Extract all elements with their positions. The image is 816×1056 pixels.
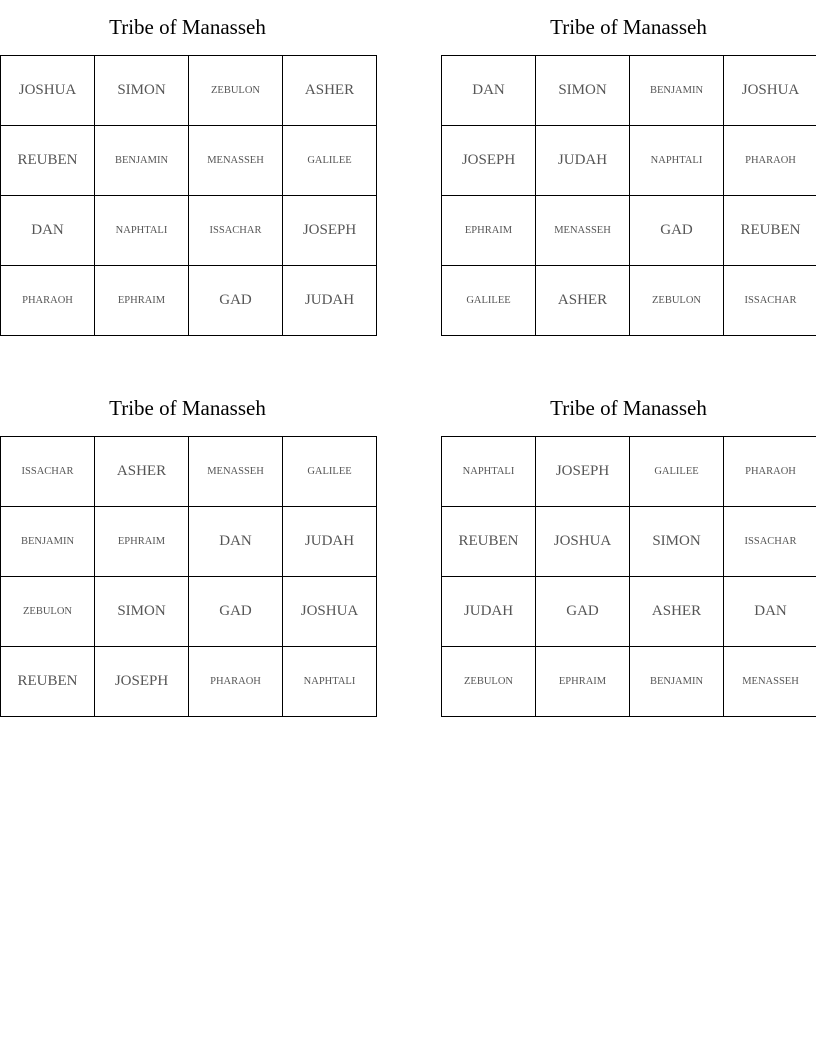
grid-row	[1, 437, 377, 507]
grid-cell: SIMON	[630, 507, 724, 577]
grid-cell: ZEBULON	[630, 266, 724, 336]
grid-cell: REUBEN	[442, 507, 536, 577]
grid-cell: JOSHUA	[724, 56, 816, 126]
grid-cell: GALILEE	[283, 437, 377, 507]
grid-cell: BENJAMIN	[95, 126, 189, 196]
grid-cell: GAD	[536, 577, 630, 647]
grid-cell: JUDAH	[283, 507, 377, 577]
grid-row	[1, 577, 377, 647]
grid-cell: ISSACHAR	[1, 437, 95, 507]
grid-cell: ASHER	[283, 56, 377, 126]
grid-cell: GAD	[189, 266, 283, 336]
grid-cell: ISSACHAR	[724, 507, 816, 577]
grid-cell: ASHER	[95, 437, 189, 507]
grid-cell: SIMON	[95, 56, 189, 126]
grid-cell: SIMON	[95, 577, 189, 647]
card-title: Tribe of Manasseh	[109, 15, 266, 39]
grid-cell: EPHRAIM	[95, 507, 189, 577]
grid-row	[442, 577, 816, 647]
grid-cell: JUDAH	[283, 266, 377, 336]
grid-cell: ZEBULON	[442, 647, 536, 717]
grid-cell: JOSHUA	[1, 56, 95, 126]
grid-cell: NAPHTALI	[283, 647, 377, 717]
grid-cell: PHARAOH	[724, 126, 816, 196]
grid-row	[442, 647, 816, 717]
grid-cell: ISSACHAR	[189, 196, 283, 266]
grid-cell: REUBEN	[724, 196, 816, 266]
bingo-grid	[0, 55, 377, 336]
grid-cell: JOSEPH	[442, 126, 536, 196]
card-title: Tribe of Manasseh	[109, 396, 266, 420]
grid-cell: EPHRAIM	[536, 647, 630, 717]
grid-row	[442, 437, 816, 507]
grid-cell: EPHRAIM	[442, 196, 536, 266]
grid-cell: BENJAMIN	[1, 507, 95, 577]
grid-cell: MENASSEH	[536, 196, 630, 266]
grid-cell: PHARAOH	[1, 266, 95, 336]
bingo-grid	[0, 436, 377, 717]
grid-cell: DAN	[724, 577, 816, 647]
grid-cell: SIMON	[536, 56, 630, 126]
grid-cell: BENJAMIN	[630, 56, 724, 126]
grid-cell: JUDAH	[442, 577, 536, 647]
grid-row	[1, 196, 377, 266]
grid-cell: JUDAH	[536, 126, 630, 196]
grid-cell: ISSACHAR	[724, 266, 816, 336]
grid-cell: PHARAOH	[724, 437, 816, 507]
grid-cell: ASHER	[630, 577, 724, 647]
grid-cell: REUBEN	[1, 647, 95, 717]
grid-cell: JOSEPH	[536, 437, 630, 507]
grid-cell: BENJAMIN	[630, 647, 724, 717]
bingo-grid	[441, 55, 816, 336]
grid-cell: GAD	[189, 577, 283, 647]
grid-cell: DAN	[189, 507, 283, 577]
grid-cell: GAD	[630, 196, 724, 266]
grid-cell: REUBEN	[1, 126, 95, 196]
grid-cell: JOSHUA	[283, 577, 377, 647]
card-title: Tribe of Manasseh	[550, 15, 707, 39]
grid-cell: GALILEE	[442, 266, 536, 336]
grid-cell: NAPHTALI	[442, 437, 536, 507]
grid-cell: NAPHTALI	[630, 126, 724, 196]
grid-cell: GALILEE	[630, 437, 724, 507]
grid-row	[1, 266, 377, 336]
grid-cell: GALILEE	[283, 126, 377, 196]
grid-row	[1, 126, 377, 196]
grid-row	[442, 507, 816, 577]
grid-cell: JOSEPH	[283, 196, 377, 266]
grid-cell: ASHER	[536, 266, 630, 336]
grid-cell: ZEBULON	[189, 56, 283, 126]
grid-cell: MENASSEH	[189, 126, 283, 196]
grid-cell: MENASSEH	[724, 647, 816, 717]
grid-row	[1, 507, 377, 577]
grid-cell: JOSHUA	[536, 507, 630, 577]
grid-cell: JOSEPH	[95, 647, 189, 717]
grid-cell: DAN	[442, 56, 536, 126]
grid-row	[442, 56, 816, 126]
grid-cell: MENASSEH	[189, 437, 283, 507]
grid-cell: ZEBULON	[1, 577, 95, 647]
grid-cell: EPHRAIM	[95, 266, 189, 336]
grid-row	[442, 196, 816, 266]
grid-cell: DAN	[1, 196, 95, 266]
grid-row	[442, 126, 816, 196]
bingo-grid	[441, 436, 816, 717]
grid-cell: PHARAOH	[189, 647, 283, 717]
grid-row	[1, 56, 377, 126]
card-title: Tribe of Manasseh	[550, 396, 707, 420]
grid-row	[1, 647, 377, 717]
grid-cell: NAPHTALI	[95, 196, 189, 266]
grid-row	[442, 266, 816, 336]
